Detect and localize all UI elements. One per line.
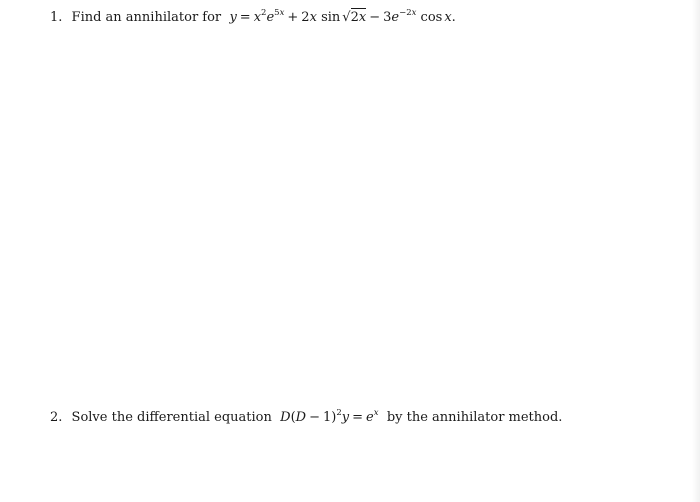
problem-equation: $D(D - 1)^2y = e^x$ [280, 408, 379, 425]
problem-1 [50, 9, 456, 28]
problem-text: Find an annihilator for [71, 10, 222, 25]
page-edge-shadow [692, 0, 700, 502]
problem-equation: $y = x^2e^{5x} + 2x$ $\sin √2x - 3e^{-2x}$ cos x [229, 8, 452, 25]
problem-2 [50, 409, 562, 428]
problem-text: Solve the differential equation [71, 410, 272, 425]
problem-text-end: by the annihilator method. [386, 410, 563, 425]
problem-number: 1. [50, 10, 63, 25]
problem-end: . [451, 10, 456, 25]
problem-number: 2. [50, 410, 63, 425]
